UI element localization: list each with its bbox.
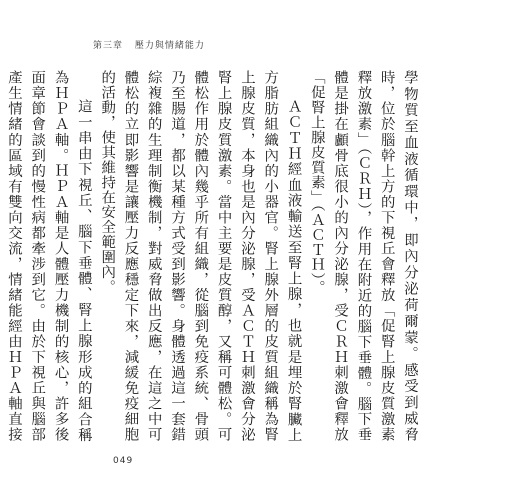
running-header: [93, 38, 205, 51]
paragraph: ＡＣＴＨ經血液輸送至腎上腺，也就是埋於腎臟上方脂肪組織內的小器官。腎上腺外層的皮質組織稱為腎上腺皮質，本身也是內分泌腺，受ＡＣＴＨ刺激會分泌腎上腺皮質激素。當中主要是皮質醇，又稱可體松。可體松作用於體內幾乎所有組織，從腦到免疫系統、骨頭乃至腸道，都以某種方式受到影響。身體透過這一套錯綜複雜的生理制衡機制，對威脅做出反應，在這之中可體松的立即影響是讓壓力反應穩定下來，減緩免疫細胞的活動，使其維持在安全範圍內。: [99, 70, 302, 442]
chapter-label: 第三章: [93, 41, 124, 51]
paragraph: 這一串由下視丘、腦下垂體、腎上腺形成的組合稱為ＨＰＡ軸。ＨＰＡ軸是人體壓力機制的核心，許多後面章節會談到的慢性病都牽涉到它。由於下視丘與腦部產生情緒的區域有雙向交流，情緒能經由ＨＰＡ軸直接: [5, 70, 92, 442]
paragraph: 學物質至血液循環中，即內分泌荷爾蒙。感受到威脅時，位於腦幹上方的下視丘會釋放「促腎上腺皮質激素釋放激素」（ＣＲＨ），作用在附近的腦下垂體。腦下垂體是掛在顱骨底很小的內分泌腺，受ＣＲＨ刺激會釋放「促腎上腺皮質素」（ＡＣＴＨ）。: [308, 70, 418, 442]
page-number: 049: [113, 456, 134, 466]
body-text: [5, 70, 421, 442]
chapter-title: 壓力與情緒能力: [134, 41, 205, 51]
